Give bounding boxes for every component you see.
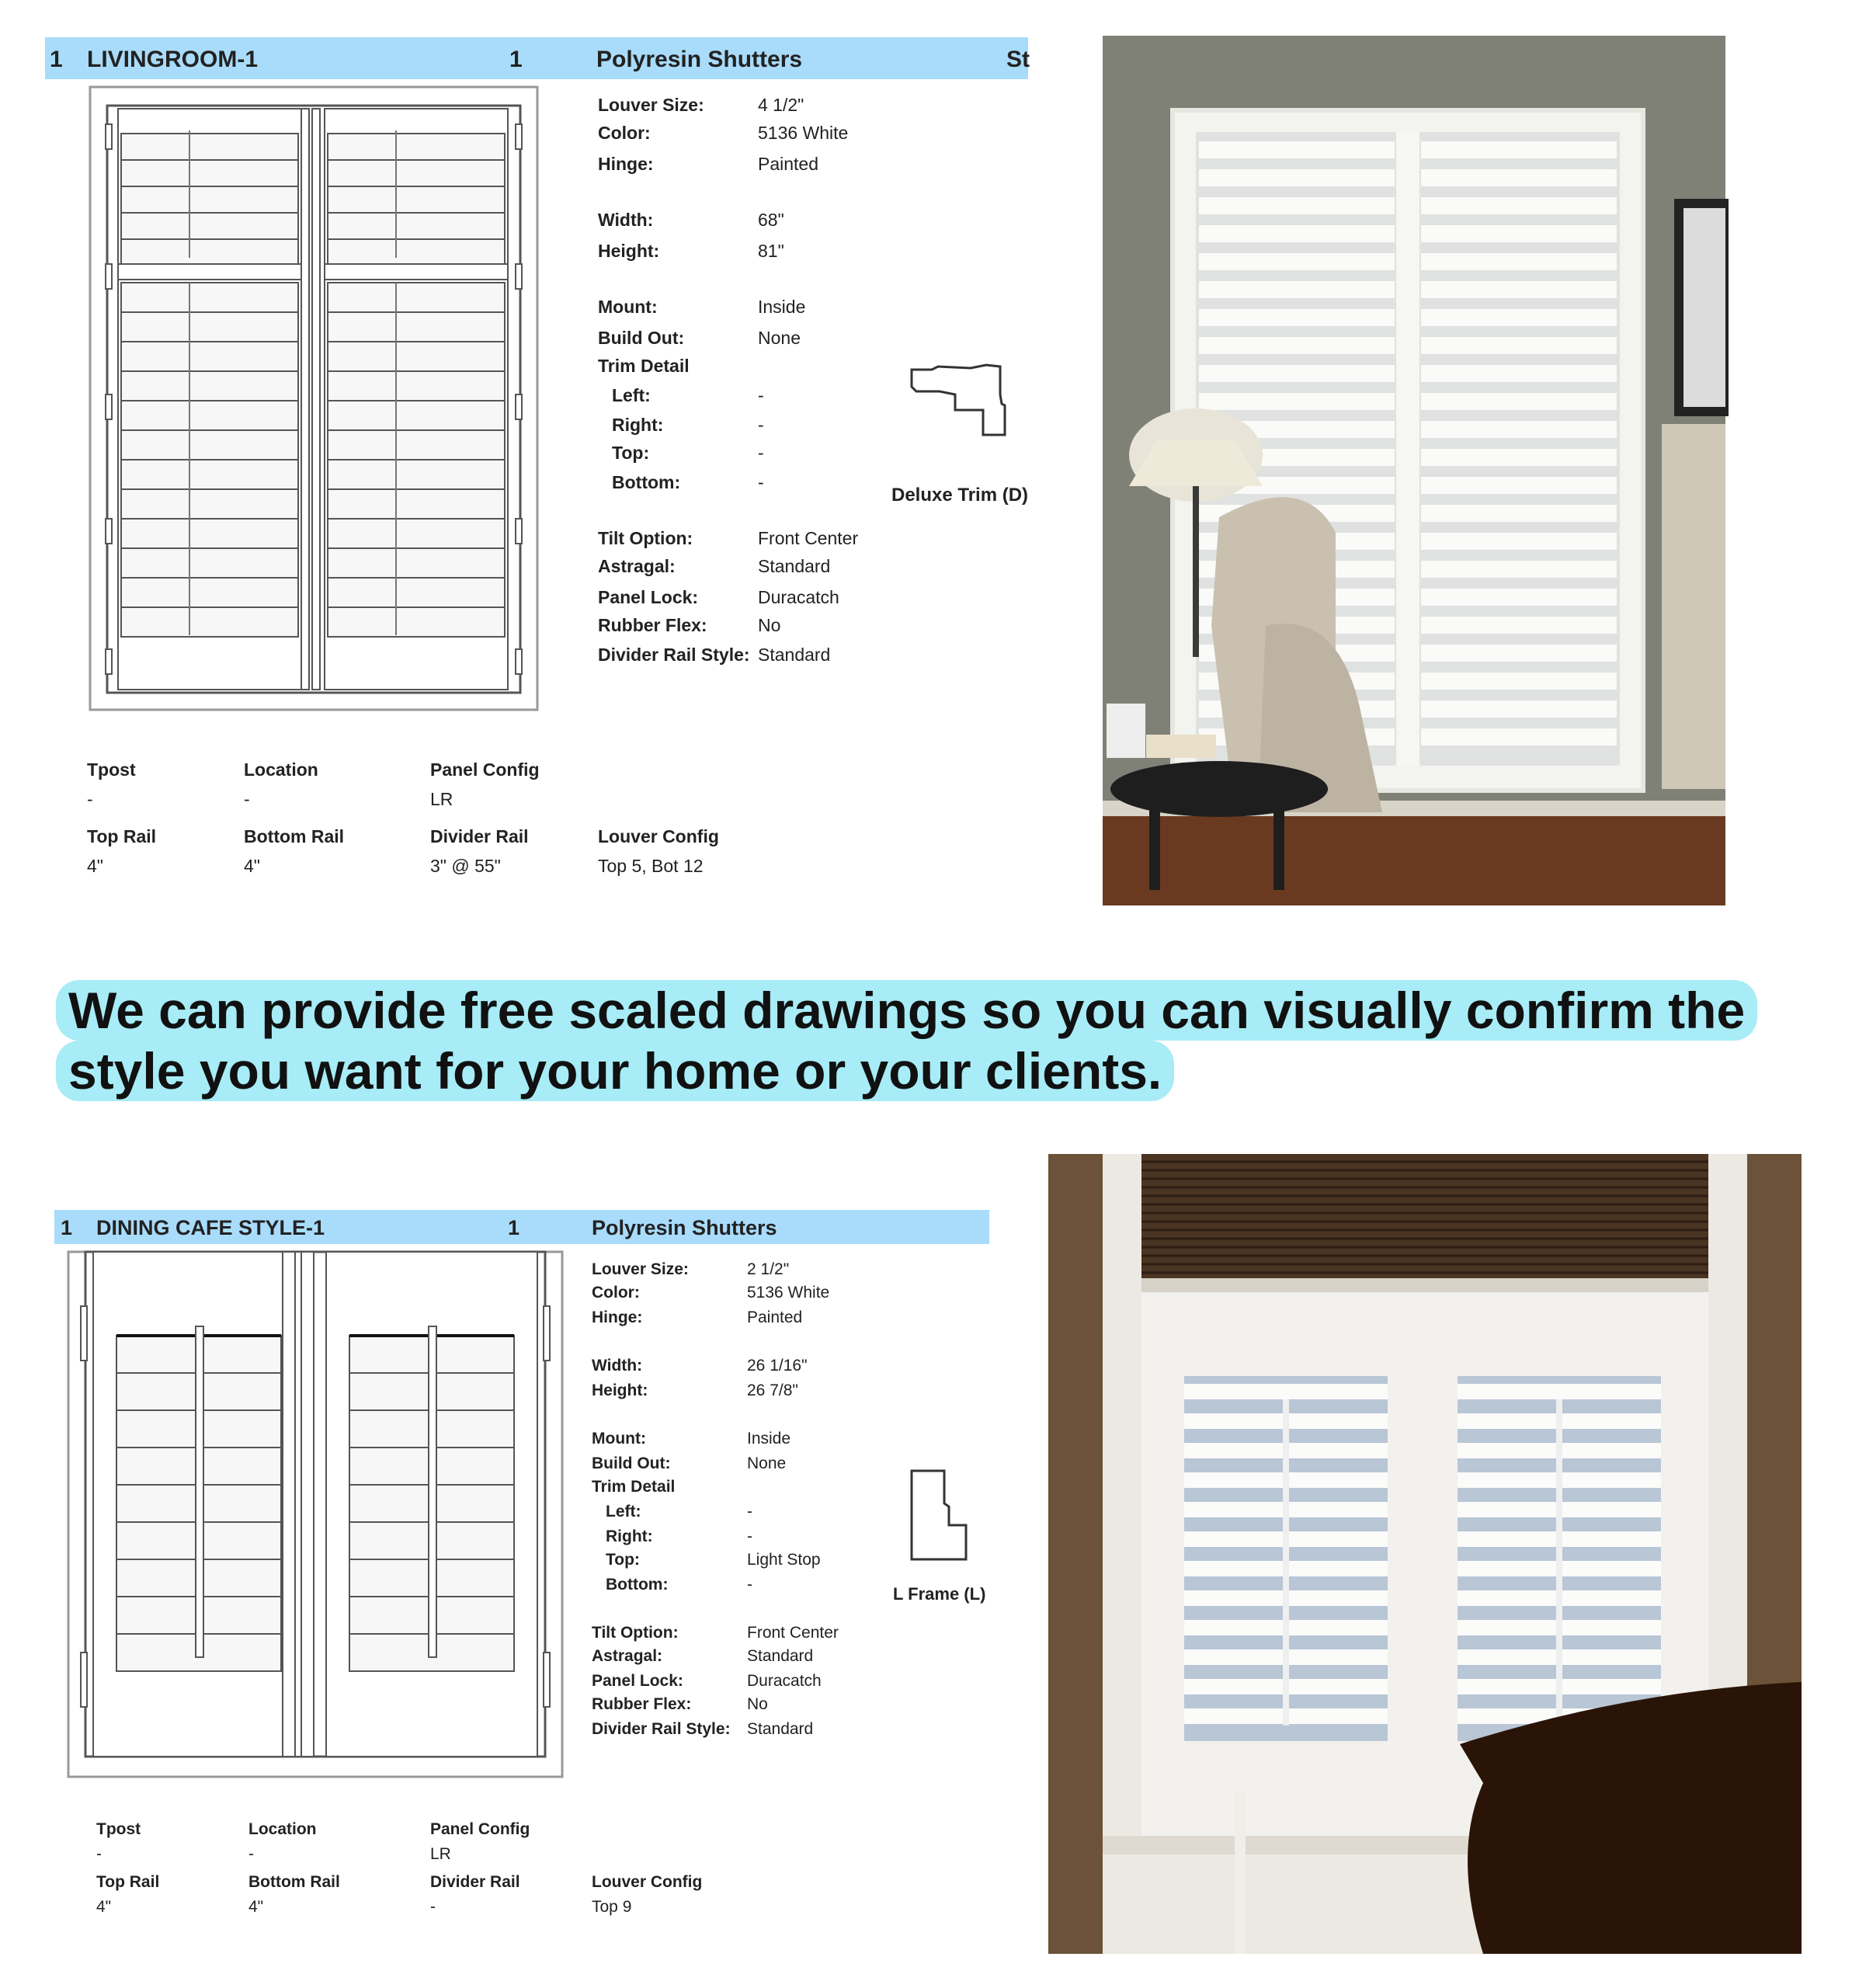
spec-value: 26 1/16"	[747, 1357, 808, 1375]
spec-value: Standard	[747, 1720, 814, 1738]
spec-value: 2 1/2"	[747, 1260, 790, 1278]
spec-value: Inside	[747, 1430, 791, 1448]
config-label: Panel Config	[430, 1820, 530, 1838]
truncated-column: St	[1006, 47, 1030, 72]
item-number: 1	[61, 1216, 73, 1239]
headline-line-2: style you want for your home or your clients.	[56, 1041, 1174, 1101]
config-label: Tpost	[87, 759, 136, 780]
spec-value: 4 1/2"	[758, 95, 804, 115]
spec-value: 5136 White	[747, 1284, 830, 1302]
spec-value: Painted	[758, 154, 819, 174]
config-value: LR	[430, 1845, 451, 1863]
spec-value: Standard	[747, 1647, 814, 1665]
config-label: Top Rail	[87, 826, 157, 846]
spec-value: -	[747, 1527, 752, 1545]
config-value: LR	[430, 789, 453, 809]
spec-value: Duracatch	[747, 1672, 822, 1690]
config-value: 4"	[248, 1898, 264, 1916]
profile-label-livingroom: Deluxe Trim (D)	[891, 485, 1029, 506]
spec-label: Height:	[598, 241, 660, 261]
spec-label: Color:	[592, 1284, 640, 1302]
spec-header-bar-dining	[54, 1210, 989, 1244]
spec-label: Bottom:	[606, 1576, 669, 1594]
config-value: 3" @ 55"	[430, 856, 501, 876]
spec-label: Top:	[606, 1551, 640, 1569]
config-value: Top 5, Bot 12	[598, 856, 704, 876]
config-value: Top 9	[592, 1898, 632, 1916]
config-label: Location	[248, 1820, 317, 1838]
room-name: LIVINGROOM-1	[87, 47, 259, 72]
spec-label: Tilt Option:	[598, 528, 693, 548]
shutter-drawing-livingroom	[90, 87, 540, 713]
product-name: Polyresin Shutters	[592, 1216, 777, 1239]
spec-label: Trim Detail	[598, 356, 690, 376]
spec-label: Hinge:	[592, 1309, 643, 1326]
spec-value: Standard	[758, 645, 831, 665]
product-name: Polyresin Shutters	[596, 47, 803, 72]
spec-value: No	[747, 1695, 768, 1713]
spec-value: Front Center	[747, 1624, 839, 1642]
spec-label: Rubber Flex:	[592, 1695, 692, 1713]
spec-value: 5136 White	[758, 123, 849, 143]
spec-value: Painted	[747, 1309, 803, 1326]
l-frame-profile-icon	[910, 1469, 972, 1562]
spec-label: Panel Lock:	[598, 587, 699, 607]
spec-value: Inside	[758, 297, 806, 317]
profile-label-dining: L Frame (L)	[893, 1584, 986, 1604]
config-value: -	[87, 789, 93, 809]
config-value: -	[248, 1845, 254, 1863]
spec-label: Width:	[598, 210, 654, 230]
spec-label: Build Out:	[598, 328, 685, 348]
spec-value: Light Stop	[747, 1551, 821, 1569]
spec-label: Height:	[592, 1382, 648, 1399]
spec-value: None	[747, 1455, 787, 1472]
dining-cafe-shutter-photo	[1048, 1154, 1802, 1954]
shutter-drawing-dining	[68, 1252, 565, 1780]
spec-label: Rubber Flex:	[598, 615, 707, 635]
spec-list-dining	[592, 1261, 918, 1743]
spec-value: None	[758, 328, 801, 348]
spec-label: Left:	[612, 385, 651, 405]
config-label: Tpost	[96, 1820, 141, 1838]
spec-label: Panel Lock:	[592, 1672, 683, 1690]
spec-label: Louver Size:	[592, 1260, 689, 1278]
spec-value: Standard	[758, 556, 831, 576]
config-value: 4"	[244, 856, 260, 876]
item-number: 1	[50, 47, 63, 72]
spec-label: Divider Rail Style:	[592, 1720, 731, 1738]
spec-value: Duracatch	[758, 587, 839, 607]
spec-label: Right:	[612, 415, 664, 435]
config-label: Divider Rail	[430, 1873, 520, 1891]
config-label: Divider Rail	[430, 826, 529, 846]
config-label: Bottom Rail	[248, 1873, 340, 1891]
spec-label: Width:	[592, 1357, 643, 1375]
room-name: DINING CAFE STYLE-1	[96, 1216, 325, 1239]
spec-label: Color:	[598, 123, 651, 143]
spec-value: -	[747, 1503, 752, 1521]
spec-label: Mount:	[592, 1430, 646, 1448]
quantity: 1	[508, 1216, 520, 1239]
spec-value: 81"	[758, 241, 784, 261]
config-label: Bottom Rail	[244, 826, 345, 846]
spec-label: Astragal:	[592, 1647, 663, 1665]
spec-value: No	[758, 615, 781, 635]
spec-value: 68"	[758, 210, 784, 230]
spec-label: Astragal:	[598, 556, 676, 576]
spec-header-bar-livingroom	[45, 37, 1028, 79]
deluxe-trim-profile-icon	[909, 363, 1002, 441]
spec-value: -	[758, 415, 764, 435]
spec-label: Top:	[612, 443, 650, 463]
config-value: -	[430, 1898, 436, 1916]
spec-label: Louver Size:	[598, 95, 704, 115]
config-label: Louver Config	[598, 826, 719, 846]
spec-label: Hinge:	[598, 154, 654, 174]
config-value: -	[244, 789, 250, 809]
spec-label: Tilt Option:	[592, 1624, 679, 1642]
spec-value: 26 7/8"	[747, 1382, 798, 1399]
config-label: Location	[244, 759, 318, 780]
config-label: Louver Config	[592, 1873, 703, 1891]
spec-label: Left:	[606, 1503, 641, 1521]
spec-value: -	[747, 1576, 752, 1594]
spec-label: Mount:	[598, 297, 658, 317]
spec-label: Divider Rail Style:	[598, 645, 750, 665]
spec-value: -	[758, 472, 764, 492]
spec-value: -	[758, 443, 764, 463]
spec-list-livingroom	[598, 96, 924, 686]
spec-value: -	[758, 385, 764, 405]
spec-label: Trim Detail	[592, 1478, 676, 1496]
config-value: 4"	[87, 856, 103, 876]
spec-label: Build Out:	[592, 1455, 671, 1472]
spec-label: Bottom:	[612, 472, 681, 492]
config-value: 4"	[96, 1898, 112, 1916]
config-label: Top Rail	[96, 1873, 160, 1891]
living-room-shutter-photo	[1103, 36, 1725, 905]
headline-line-1: We can provide free scaled drawings so you can visually confirm the	[56, 980, 1757, 1041]
spec-label: Right:	[606, 1527, 653, 1545]
spec-value: Front Center	[758, 528, 859, 548]
config-value: -	[96, 1845, 102, 1863]
quantity: 1	[509, 47, 523, 72]
config-label: Panel Config	[430, 759, 540, 780]
